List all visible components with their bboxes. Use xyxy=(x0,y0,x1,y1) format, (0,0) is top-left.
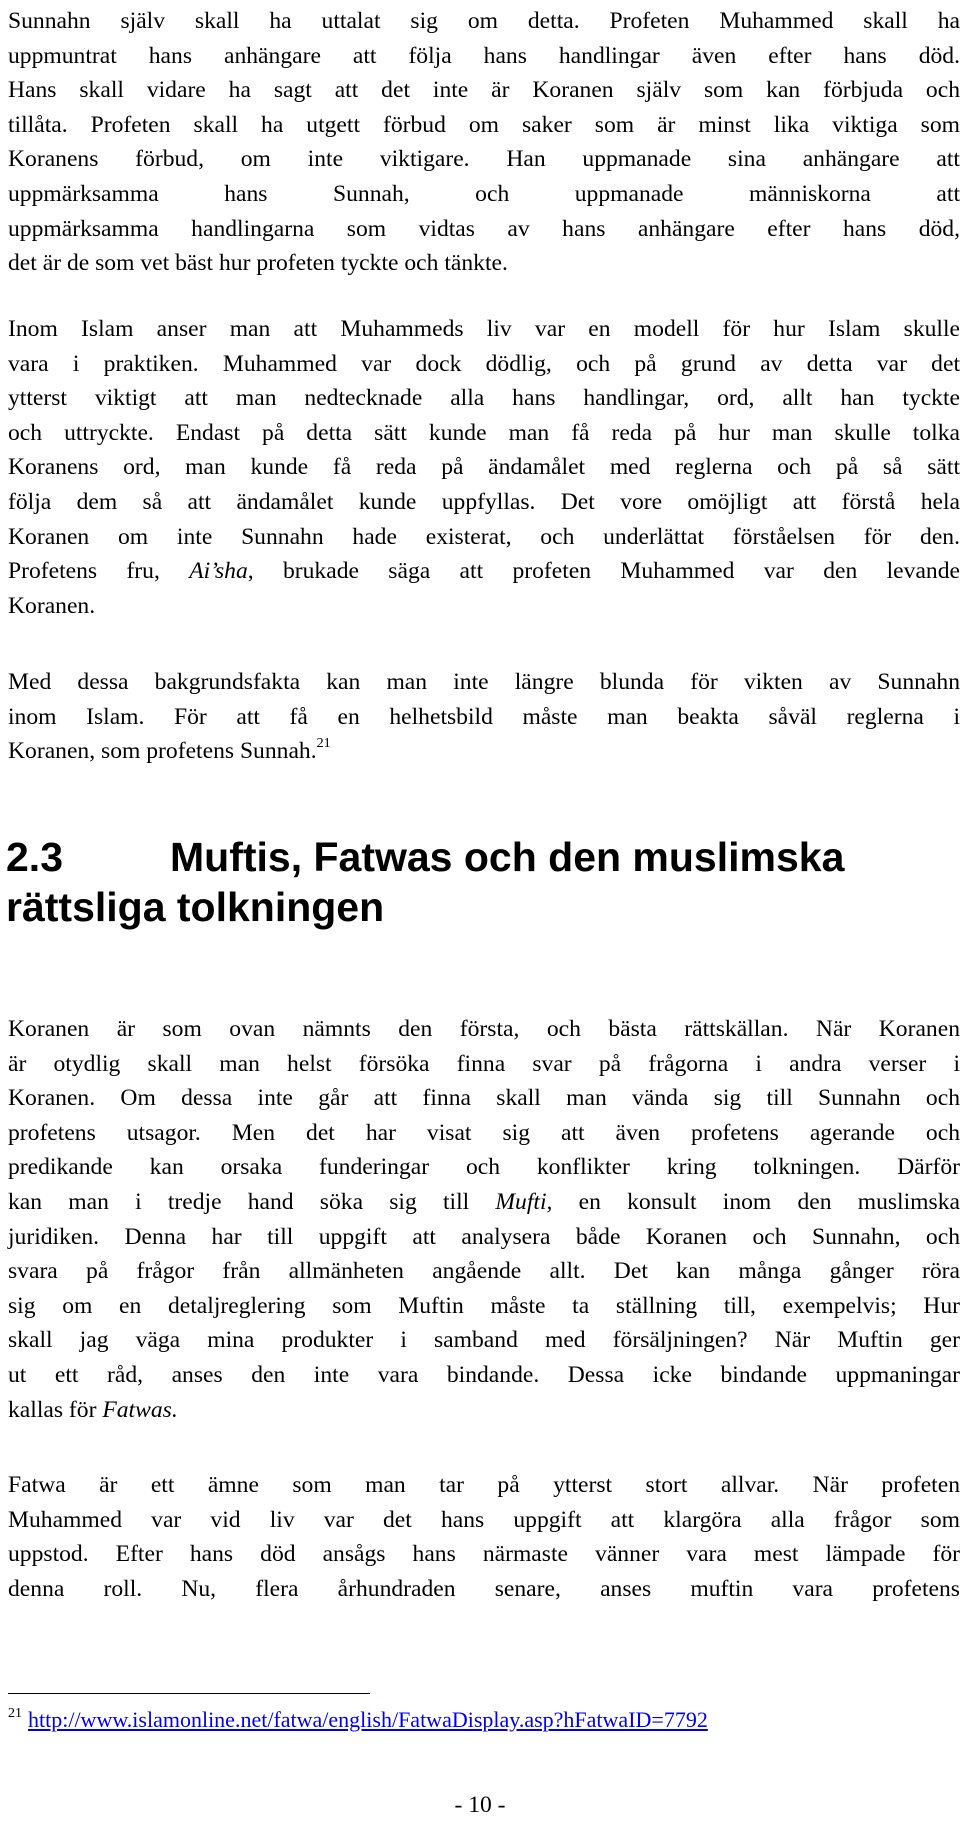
text-line: Muhammed var vid liv var det hans uppgift att klargöra alla frågor som xyxy=(8,1506,960,1533)
text-line: skall jag väga mina produkter i samband med försäljningen? När Muftin ger xyxy=(8,1327,960,1354)
paragraph-muhammed-model xyxy=(8,312,960,623)
page-number: - 10 - xyxy=(454,1792,506,1818)
text-line: Sunnahn själv skall ha uttalat sig om detta. Profeten Muhammed skall ha xyxy=(8,8,960,34)
text-line: uppmärksamma hans Sunnah, och uppmanade människorna att xyxy=(8,180,960,207)
footnote-reference[interactable]: 21 xyxy=(316,736,331,752)
text-line: uppmärksamma handlingarna som vidtas av hans anhängare efter hans död, xyxy=(8,215,960,242)
text-run: kan man i tredje hand söka sig till xyxy=(8,1188,496,1215)
text-line: Koranen. Om dessa inte går att finna skall man vända sig till Sunnahn och xyxy=(8,1085,960,1112)
paragraph-background-facts xyxy=(8,665,960,769)
italic-term-mufti: Mufti, xyxy=(495,1188,553,1215)
text-line: ytterst viktigt att man nedtecknade alla hans handlingar, ord, allt han tyckte xyxy=(8,385,960,412)
text-line: Koranens förbud, om inte viktigare. Han uppmanade sina anhängare att xyxy=(8,146,960,173)
text-run: en konsult inom den muslimska xyxy=(552,1188,960,1215)
text-line: denna roll. Nu, flera århundraden senare, anses muftin vara profetens xyxy=(8,1575,960,1602)
heading-line-1 xyxy=(6,832,956,882)
text-line: Koranen är som ovan nämnts den första, och bästa rättskällan. När Koranen xyxy=(8,1016,960,1042)
text-line: Koranen om inte Sunnahn hade existerat, och underlättat förståelsen för den. xyxy=(8,523,960,550)
text-line: Inom Islam anser man att Muhammeds liv var en modell för hur Islam skulle xyxy=(8,316,960,342)
paragraph-sunnah-intro xyxy=(8,4,960,281)
text-line xyxy=(8,1393,960,1428)
text-line xyxy=(8,1185,960,1220)
section-number: 2.3 xyxy=(6,834,63,880)
text-line: predikande kan orsaka funderingar och konflikter kring tolkningen. Därför xyxy=(8,1154,960,1181)
text-line: följa dem så att ändamålet kunde uppfyllas. Det vore omöjligt att förstå hela xyxy=(8,488,960,515)
text-line: sig om en detaljreglering som Muftin måste ta ställning till, exempelvis; Hur xyxy=(8,1292,960,1319)
italic-name-aisha: Ai’sha xyxy=(189,558,248,585)
heading-title: Muftis, Fatwas och den muslimska xyxy=(170,834,845,880)
text-line: profetens utsagor. Men det har visat sig att även profetens agerande och xyxy=(8,1119,960,1146)
text-run: Koranen, som profetens Sunnah. xyxy=(8,738,317,765)
text-line: vara i praktiken. Muhammed var dock dödlig, och på grund av detta var det xyxy=(8,350,960,377)
text-line: Fatwa är ett ämne som man tar på ytterst stort allvar. När profeten xyxy=(8,1472,960,1498)
text-line: det är de som vet bäst hur profeten tyckte och tänkte. xyxy=(8,250,508,277)
italic-term-fatwas: Fatwas. xyxy=(102,1396,178,1423)
footnote-link[interactable]: http://www.islamonline.net/fatwa/english/FatwaDisplay.asp?hFatwaID=7792 xyxy=(28,1707,708,1732)
text-line xyxy=(8,554,960,589)
text-run: Profetens fru, xyxy=(8,558,190,585)
paragraph-fatwa xyxy=(8,1468,960,1606)
footnote-number: 21 xyxy=(8,1706,22,1721)
section-heading xyxy=(6,832,956,932)
text-line: Koranen. xyxy=(8,592,96,619)
text-line: ut ett råd, anses den inte vara bindande. Dessa icke bindande uppmaningar xyxy=(8,1361,960,1388)
text-line: Med dessa bakgrundsfakta kan man inte längre blunda för vikten av Sunnahn xyxy=(8,669,960,695)
paragraph-muftis xyxy=(8,1012,960,1427)
text-line: Koranens ord, man kunde få reda på ändamålet med reglerna och på så sätt xyxy=(8,454,960,481)
footnote xyxy=(8,1706,708,1738)
text-line: Hans skall vidare ha sagt att det inte är Koranen själv som kan förbjuda och xyxy=(8,77,960,104)
text-run: kallas för xyxy=(8,1396,103,1423)
text-line: juridiken. Denna har till uppgift att analysera både Koranen och Sunnahn, och xyxy=(8,1223,960,1250)
text-line xyxy=(8,734,960,769)
heading-line-2: rättsliga tolkningen xyxy=(6,884,385,930)
text-line: inom Islam. För att få en helhetsbild måste man beakta såväl reglerna i xyxy=(8,703,960,730)
text-line: uppstod. Efter hans död ansågs hans närmaste vänner vara mest lämpade för xyxy=(8,1541,960,1568)
text-line: är otydlig skall man helst försöka finna svar på frågorna i andra verser i xyxy=(8,1050,960,1077)
text-line: tillåta. Profeten skall ha utgett förbud om saker som är minst lika viktiga som xyxy=(8,111,960,138)
text-line: uppmuntrat hans anhängare att följa hans handlingar även efter hans död. xyxy=(8,42,960,69)
text-run: , brukade säga att profeten Muhammed var den levande xyxy=(247,558,960,585)
text-line: svara på frågor från allmänheten angående allt. Det kan många gånger röra xyxy=(8,1258,960,1285)
text-line: och uttryckte. Endast på detta sätt kunde man få reda på hur man skulle tolka xyxy=(8,419,960,446)
footnote-divider xyxy=(8,1693,370,1694)
